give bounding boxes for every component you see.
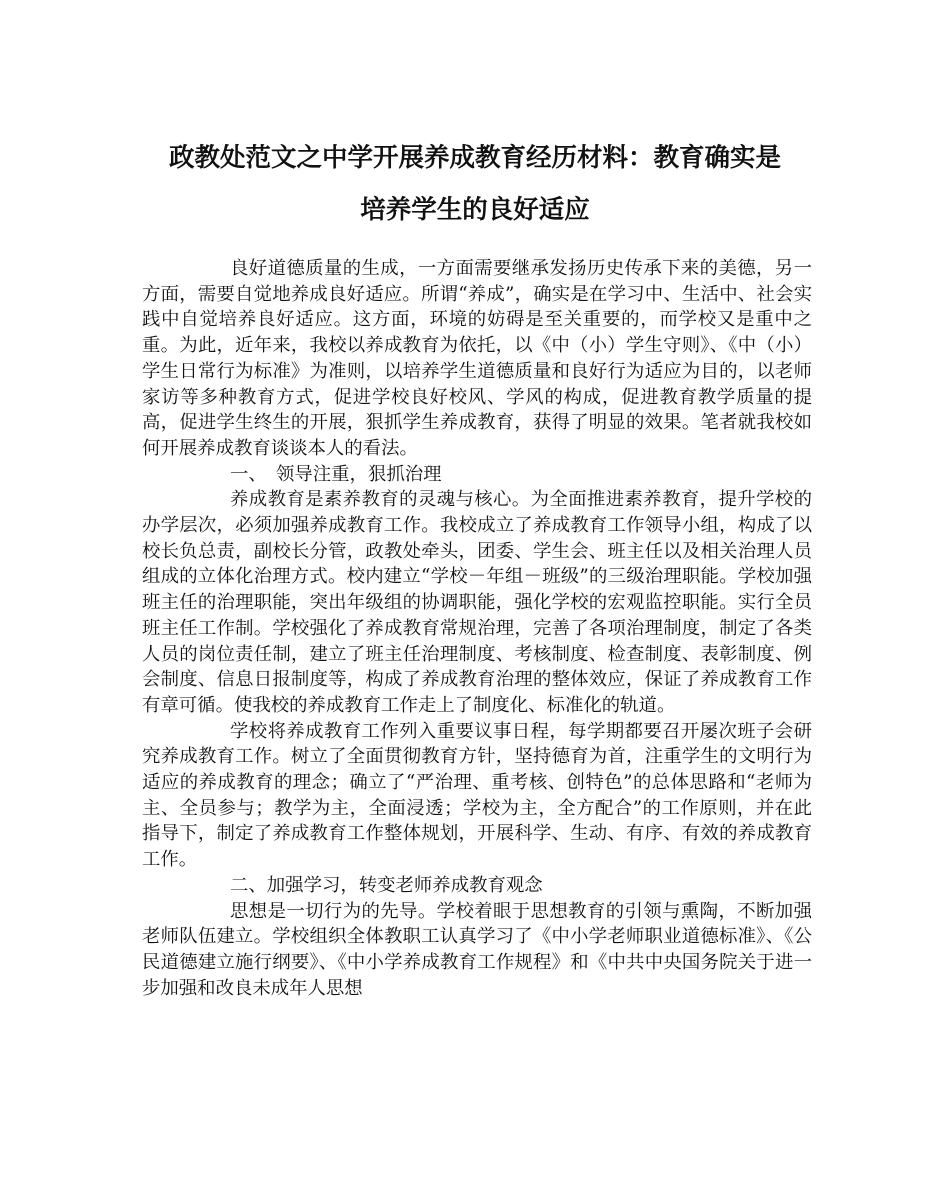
- paragraph-section1-a: 养成教育是素养教育的灵魂与核心。为全面推进素养教育，提升学校的办学层次，必须加强养成教育工作。我校成立了养成教育工作领导小组，构成了以校长负总责，副校长分管，政教处牵头，团委、学生会、班主任以及相关治理人员组成的立体化治理方式。校内建立“学校－年组－班级”的三级治理职能。学校加强班主任的治理职能，突出年级组的协调职能，强化学校的宏观监控职能。实行全员班主任工作制。学校强化了养成教育常规治理，完善了各项治理制度，制定了各类人员的岗位责任制，建立了班主任治理制度、考核制度、检查制度、表彰制度、例会制度、信息日报制度等，构成了养成教育治理的整体效应，保证了养成教育工作有章可循。使我校的养成教育工作走上了制度化、标准化的轨道。: [142, 489, 812, 716]
- title-line-2: 培养学生的良好适应: [360, 195, 590, 225]
- document-body: [142, 256, 812, 1001]
- document-title: [110, 132, 840, 236]
- paragraph-section2-a: 思想是一切行为的先导。学校着眼于思想教育的引领与熏陶，不断加强老师队伍建立。学校组织全体教职工认真学习了《中小学老师职业道德标准》、《公民道德建立施行纲要》、《中小学养成教育工作规程》和《中共中央国务院关于进一步加强和改良未成年人思想: [142, 900, 812, 999]
- section-heading-1: 一、 领导注重，狠抓治理: [230, 463, 442, 485]
- paragraph-intro: 良好道德质量的生成，一方面需要继承发扬历史传承下来的美德，另一方面，需要自觉地养成良好适应。所谓“养成”，确实是在学习中、生活中、社会实践中自觉培养良好适应。这方面，环境的妨碍是至关重要的，而学校又是重中之重。为此，近年来，我校以养成教育为依托，以《中（小）学生守则》、《中（小）学生日常行为标准》为准则，以培养学生道德质量和良好行为适应为目的，以老师家访等多种教育方式，促进学校良好校风、学风的构成，促进教育教学质量的提高，促进学生终生的开展，狠抓学生养成教育，获得了明显的效果。笔者就我校如何开展养成教育谈谈本人的看法。: [142, 258, 812, 459]
- section-heading-2: 二、加强学习，转变老师养成教育观念: [230, 874, 543, 896]
- paragraph-section1-b: 学校将养成教育工作列入重要议事日程，每学期都要召开屡次班子会研究养成教育工作。树立了全面贯彻教育方针，坚持德育为首，注重学生的文明行为适应的养成教育的理念；确立了“严治理、重考核、创特色”的总体思路和“老师为主、全员参与；教学为主，全面浸透；学校为主，全方配合”的工作原则，并在此指导下，制定了养成教育工作整体规划，开展科学、生动、有序、有效的养成教育工作。: [142, 720, 812, 871]
- title-line-1: 政教处范文之中学开展养成教育经历材料：教育确实是: [168, 143, 781, 173]
